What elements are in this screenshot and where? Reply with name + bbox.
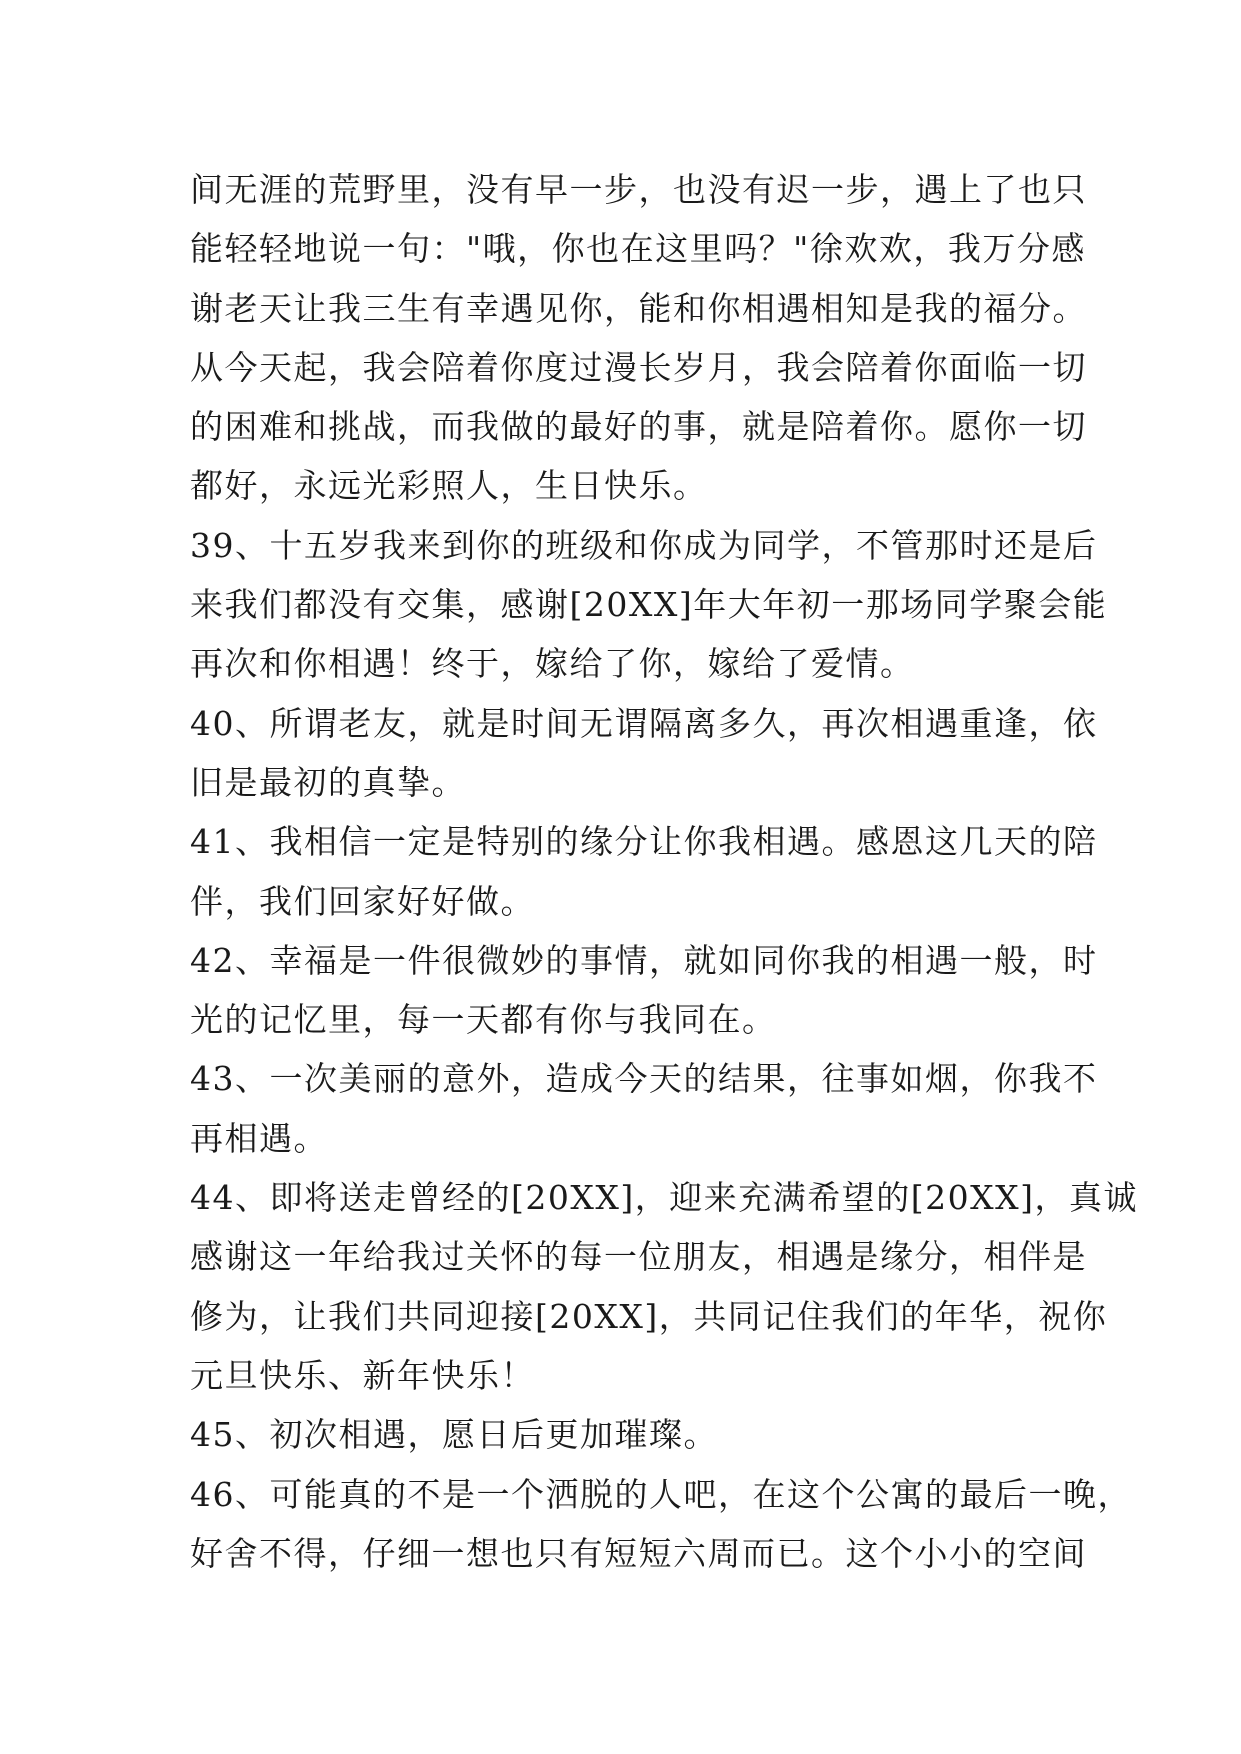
text-line: 伴，我们回家好好做。 — [190, 881, 535, 921]
text-line: 46、可能真的不是一个洒脱的人吧，在这个公寓的最后一晚， — [190, 1474, 1132, 1514]
text-line: 都好，永远光彩照人，生日快乐。 — [190, 466, 708, 506]
text-line: 修为，让我们共同迎接[20XX]，共同记住我们的年华，祝你 — [190, 1296, 1108, 1336]
text-line: 旧是最初的真挚。 — [190, 762, 466, 802]
text-line: 再相遇。 — [190, 1118, 328, 1158]
text-line: 43、一次美丽的意外，造成今天的结果，往事如烟，你我不 — [190, 1059, 1098, 1099]
text-line: 来我们都没有交集，感谢[20XX]年大年初一那场同学聚会能 — [190, 585, 1108, 625]
text-line: 谢老天让我三生有幸遇见你，能和你相遇相知是我的福分。 — [190, 288, 1087, 328]
body-text — [190, 160, 1138, 1583]
text-line: 从今天起，我会陪着你度过漫长岁月，我会陪着你面临一切 — [190, 347, 1087, 387]
text-line: 元旦快乐、新年快乐！ — [190, 1355, 535, 1395]
text-line: 44、即将送走曾经的[20XX]，迎来充满希望的[20XX]，真诚 — [190, 1178, 1138, 1218]
text-line: 好舍不得，仔细一想也只有短短六周而已。这个小小的空间 — [190, 1533, 1087, 1573]
text-line: 45、初次相遇，愿日后更加璀璨。 — [190, 1415, 718, 1455]
text-line: 40、所谓老友，就是时间无谓隔离多久，再次相遇重逢，依 — [190, 703, 1098, 743]
text-line: 的困难和挑战，而我做的最好的事，就是陪着你。愿你一切 — [190, 407, 1087, 447]
text-line: 间无涯的荒野里，没有早一步，也没有迟一步，遇上了也只 — [190, 170, 1087, 209]
text-line: 光的记忆里，每一天都有你与我同在。 — [190, 1000, 777, 1040]
text-line: 能轻轻地说一句："哦，你也在这里吗？"徐欢欢，我万分感 — [190, 229, 1086, 269]
text-line: 感谢这一年给我过关怀的每一位朋友，相遇是缘分，相伴是 — [190, 1237, 1087, 1277]
text-line: 再次和你相遇！终于，嫁给了你，嫁给了爱情。 — [190, 644, 915, 684]
text-line: 42、幸福是一件很微妙的事情，就如同你我的相遇一般，时 — [190, 940, 1098, 980]
text-line: 39、十五岁我来到你的班级和你成为同学，不管那时还是后 — [190, 525, 1098, 565]
text-line: 41、我相信一定是特别的缘分让你我相遇。感恩这几天的陪 — [190, 822, 1098, 862]
